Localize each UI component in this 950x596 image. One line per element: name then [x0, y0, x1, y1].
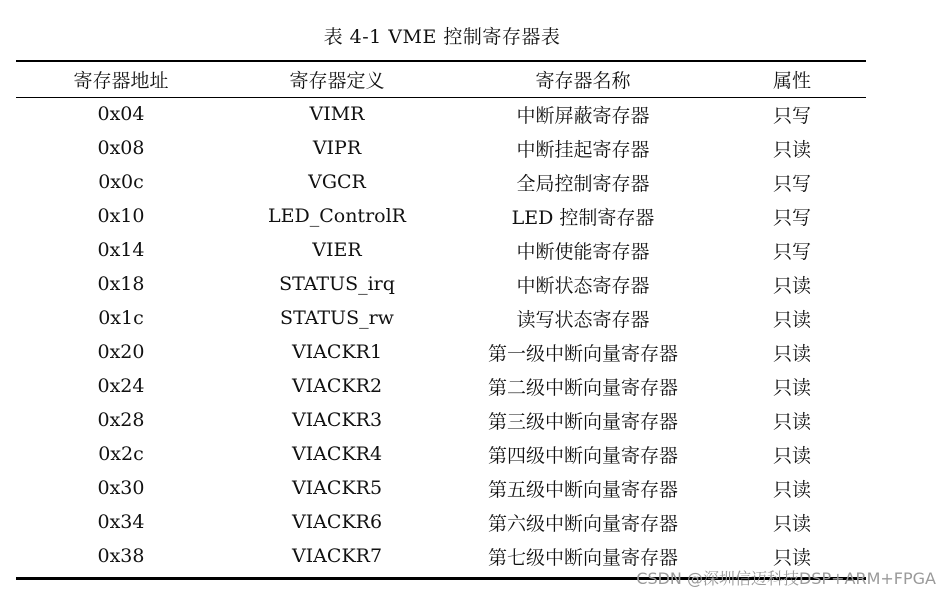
table-row: [16, 403, 866, 437]
header-address: 寄存器地址: [73, 69, 169, 92]
table-row: [16, 335, 866, 369]
cell-definition: VIACKR1: [291, 341, 383, 363]
cell-name: 第二级中断向量寄存器: [487, 376, 678, 399]
cell-definition: VIACKR4: [291, 443, 383, 465]
table-row: [16, 131, 866, 165]
cell-address: 0x38: [97, 545, 145, 567]
header-definition: 寄存器定义: [289, 69, 385, 92]
table-row: [16, 267, 866, 301]
cell-name: 第一级中断向量寄存器: [487, 342, 678, 365]
cell-address: 0x18: [97, 273, 145, 295]
table-caption: 表 4-1 VME 控制寄存器表: [323, 26, 561, 48]
cell-attribute: 只读: [772, 308, 811, 331]
cell-name: 第四级中断向量寄存器: [487, 444, 678, 467]
cell-attribute: 只读: [772, 342, 811, 365]
cell-attribute: 只写: [772, 104, 811, 127]
cell-name: 第六级中断向量寄存器: [487, 512, 678, 535]
cell-definition: VIACKR3: [291, 409, 383, 431]
header-attribute: 属性: [772, 69, 811, 92]
cell-address: 0x30: [97, 477, 145, 499]
cell-address: 0x1c: [98, 307, 144, 329]
cell-address: 0x28: [97, 409, 145, 431]
header-name: 寄存器名称: [535, 69, 631, 92]
cell-attribute: 只读: [772, 478, 811, 501]
table-row: [16, 437, 866, 471]
cell-attribute: 只读: [772, 512, 811, 535]
cell-address: 0x2c: [98, 443, 144, 465]
cell-name: 中断状态寄存器: [516, 274, 650, 297]
cell-name: 读写状态寄存器: [516, 308, 650, 331]
cell-address: 0x34: [97, 511, 145, 533]
cell-name: LED 控制寄存器: [511, 206, 655, 229]
cell-attribute: 只读: [772, 138, 811, 161]
table-row: [16, 97, 866, 131]
cell-name: 全局控制寄存器: [516, 172, 650, 195]
cell-address: 0x0c: [98, 171, 144, 193]
cell-definition: LED_ControlR: [268, 205, 406, 227]
cell-address: 0x04: [97, 103, 145, 125]
table-row: [16, 505, 866, 539]
cell-attribute: 只写: [772, 206, 811, 229]
cell-definition: VIACKR2: [291, 375, 383, 397]
cell-definition: VIPR: [312, 137, 362, 159]
cell-name: 中断挂起寄存器: [516, 138, 650, 161]
table-row: [16, 471, 866, 505]
table-row: [16, 233, 866, 267]
table-row: [16, 369, 866, 403]
cell-attribute: 只读: [772, 546, 811, 569]
cell-definition: VIMR: [309, 103, 365, 125]
cell-definition: VIACKR5: [291, 477, 383, 499]
cell-attribute: 只读: [772, 274, 811, 297]
cell-address: 0x24: [97, 375, 145, 397]
cell-attribute: 只读: [772, 376, 811, 399]
cell-address: 0x14: [97, 239, 145, 261]
cell-attribute: 只读: [772, 444, 811, 467]
cell-name: 第七级中断向量寄存器: [487, 546, 678, 569]
cell-address: 0x20: [97, 341, 145, 363]
cell-name: 第五级中断向量寄存器: [487, 478, 678, 501]
table-row: [16, 199, 866, 233]
cell-name: 第三级中断向量寄存器: [487, 410, 678, 433]
cell-name: 中断屏蔽寄存器: [516, 104, 650, 127]
cell-name: 中断使能寄存器: [516, 240, 650, 263]
cell-definition: VIACKR6: [291, 511, 383, 533]
cell-definition: VIER: [312, 239, 362, 261]
cell-attribute: 只写: [772, 240, 811, 263]
cell-definition: STATUS_irq: [279, 273, 395, 295]
cell-address: 0x08: [97, 137, 145, 159]
table-row: [16, 301, 866, 335]
cell-address: 0x10: [97, 205, 145, 227]
cell-definition: VIACKR7: [291, 545, 383, 567]
cell-attribute: 只写: [772, 172, 811, 195]
table-header: [16, 62, 866, 96]
cell-attribute: 只读: [772, 410, 811, 433]
cell-definition: STATUS_rw: [280, 307, 394, 329]
table-row: [16, 165, 866, 199]
cell-definition: VGCR: [308, 171, 366, 193]
watermark: CSDN @深圳信迈科技DSP+ARM+FPGA: [636, 569, 936, 588]
